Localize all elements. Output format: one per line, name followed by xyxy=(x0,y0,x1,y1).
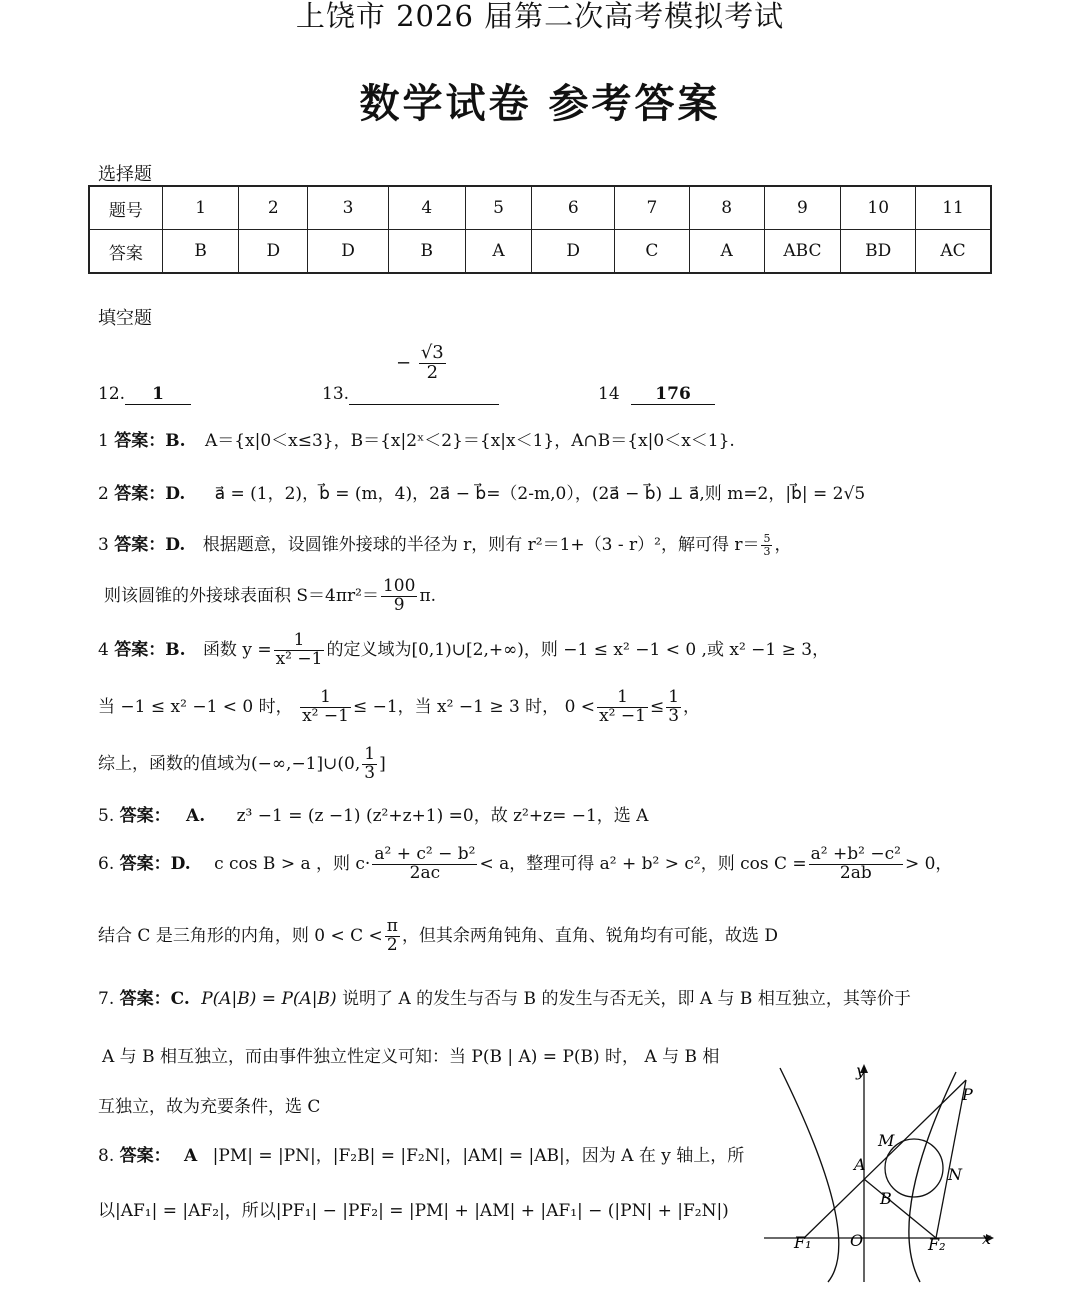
q13-label: 13. xyxy=(322,384,350,404)
frac-num: 100 xyxy=(382,576,416,596)
q14 xyxy=(598,384,715,405)
solution-text: |PM| = |PN|，|F₂B| = |F₂N|，|AM| = |AB|，因为 A 在 y 轴上，所 xyxy=(212,1146,745,1166)
document-title: 数学试卷 参考答案 xyxy=(359,81,721,127)
solution-text: c cos B > a ，则 c· xyxy=(214,853,371,874)
solution-4-line-3 xyxy=(98,746,386,783)
table-cell: 9 xyxy=(764,186,841,230)
label-o: O xyxy=(850,1231,864,1250)
table-cell: 1 xyxy=(162,186,239,230)
label-x: x xyxy=(982,1229,992,1248)
table-cell: A xyxy=(689,230,764,274)
solution-text: ≤ xyxy=(649,696,665,717)
solution-number: 1 xyxy=(98,431,109,451)
table-cell: 5 xyxy=(465,186,532,230)
table-header-cell: 题号 xyxy=(89,186,162,230)
frac-den: 3 xyxy=(668,705,680,726)
solution-8 xyxy=(98,1141,744,1166)
solution-text: ] xyxy=(379,753,386,774)
table-cell: 2 xyxy=(239,186,308,230)
q13 xyxy=(322,384,499,405)
solution-1 xyxy=(98,426,735,451)
frac-num: a² +b² −c² xyxy=(810,844,901,864)
answer-tag: 答案：B. xyxy=(114,431,186,451)
q12 xyxy=(98,384,191,405)
frac-den: 2 xyxy=(386,934,398,955)
solution-text: > 0， xyxy=(904,853,953,874)
solution-text: z³ −1 = (z −1) (z²+z+1) =0，故 z²+z= −1，选 A xyxy=(236,806,649,826)
frac-den: 2ac xyxy=(409,862,441,883)
solution-text: π. xyxy=(419,585,437,606)
q13-answer xyxy=(396,344,448,383)
q12-answer: 1 xyxy=(125,384,191,405)
answer-tag: 答案： xyxy=(119,806,171,826)
solution-text: 则该圆锥的外接球表面积 S＝4πr²＝ xyxy=(104,585,379,606)
solution-7-line-3: 互独立，故为充要条件，选 C xyxy=(98,1097,321,1117)
frac-num: 1 xyxy=(300,689,351,708)
label-a: A xyxy=(854,1155,866,1174)
label-n: N xyxy=(948,1165,962,1184)
solution-3-line-2 xyxy=(104,578,436,615)
table-row-answers xyxy=(89,230,991,274)
answer-tag: 答案：D. xyxy=(114,535,186,555)
frac-den: 3 xyxy=(763,545,771,558)
answer-tag: 答案：D. xyxy=(114,484,186,504)
answer-table xyxy=(88,185,992,274)
solution-text: ，但其余两角钝角、直角、锐角均有可能，故选 D xyxy=(401,925,778,946)
table-cell: 10 xyxy=(841,186,916,230)
solution-7 xyxy=(98,984,911,1009)
solution-text: 说明了 A 的发生与否与 B 的发生与否无关，即 A 与 B 相互独立，其等价于 xyxy=(342,989,911,1009)
label-f1: F₁ xyxy=(794,1233,812,1252)
table-cell: A xyxy=(465,230,532,274)
solution-number: 8. xyxy=(98,1146,115,1166)
table-cell: D xyxy=(239,230,308,274)
solution-6 xyxy=(98,846,952,883)
solution-number: 5. xyxy=(98,806,115,826)
solution-number: 3 xyxy=(98,535,109,555)
table-cell: D xyxy=(532,230,615,274)
table-cell: 4 xyxy=(388,186,465,230)
line-a-f2 xyxy=(864,1179,936,1238)
label-p: P xyxy=(962,1085,973,1104)
table-row-numbers xyxy=(89,186,991,230)
hyperbola-figure xyxy=(760,1058,1000,1286)
frac-num: a² + c² − b² xyxy=(374,844,476,864)
q14-answer: 176 xyxy=(631,384,715,405)
table-cell: 7 xyxy=(615,186,690,230)
frac-num: 1 xyxy=(668,687,680,707)
solution-number: 2 xyxy=(98,484,109,504)
table-cell: 3 xyxy=(308,186,389,230)
table-cell: D xyxy=(308,230,389,274)
answer-letter: A. xyxy=(186,806,206,826)
solution-6-line-2 xyxy=(98,918,778,955)
solution-text: 当 −1 ≤ x² −1 < 0 时， xyxy=(98,696,293,717)
answer-tag: 答案：B. xyxy=(114,639,186,660)
solution-text: 综上，函数的值域为(−∞,−1]∪(0, xyxy=(98,753,361,774)
solution-number: 7. xyxy=(98,989,115,1009)
solution-text: < a，整理可得 a² + b² > c²，则 cos C = xyxy=(479,853,807,874)
table-cell: ABC xyxy=(764,230,841,274)
table-cell: 6 xyxy=(532,186,615,230)
mc-section-label: 选择题 xyxy=(98,164,152,185)
answer-letter: A xyxy=(184,1146,198,1166)
solution-text: ， xyxy=(683,696,701,717)
frac-num: 1 xyxy=(597,689,648,708)
solution-3: 3 答案：D. 根据题意，设圆锥外接球的半径为 r，则有 r²＝1+（3 - r）²，解可得 r＝ $\frac{5}{3}$ ， xyxy=(98,532,792,558)
answer-tag: 答案：D. xyxy=(119,853,191,874)
table-cell: B xyxy=(388,230,465,274)
solution-2 xyxy=(98,479,865,504)
solution-number: 4 xyxy=(98,639,109,660)
table-header-cell: 答案 xyxy=(89,230,162,274)
label-f2: F₂ xyxy=(928,1235,946,1254)
solution-7-line-2: A 与 B 相互独立，而由事件独立性定义可知：当 P(B | A) = P(B) 时， A 与 B 相 xyxy=(102,1047,720,1067)
frac-den: x² −1 xyxy=(302,705,349,726)
solution-text: a⃗ = (1，2)，b⃗ = (m，4)，2a⃗ − b⃗=（2-m,0），(2a⃗ − b⃗) ⊥ a⃗,则 m=2，|b⃗| = 2√5 xyxy=(214,484,866,504)
solution-text: 根据题意，设圆锥外接球的半径为 r，则有 r²＝1+（3 - r）²，解可得 r＝ xyxy=(202,535,760,555)
label-m: M xyxy=(878,1131,895,1150)
solution-text: 的定义域为[0,1)∪[2,+∞)，则 −1 ≤ x² −1 < 0 ,或 x² −1 ≥ 3， xyxy=(326,639,830,660)
solution-8-line-2: 以|AF₁| = |AF₂|，所以|PF₁| − |PF₂| = |PM| + |AM| + |AF₁| − (|PN| + |F₂N|) xyxy=(98,1201,729,1221)
answer-tag: 答案：C. xyxy=(119,989,190,1009)
frac-den: 3 xyxy=(364,762,376,783)
table-cell: 8 xyxy=(689,186,764,230)
q13-den: 2 xyxy=(426,361,439,383)
q13-num: √3 xyxy=(420,342,444,363)
frac-den: x² −1 xyxy=(599,705,646,726)
frac-num: 1 xyxy=(274,632,325,651)
frac-den: 9 xyxy=(393,594,405,615)
frac-num: π xyxy=(386,916,398,936)
table-cell: BD xyxy=(841,230,916,274)
solution-text: 函数 y = xyxy=(202,639,272,660)
frac-num: 1 xyxy=(364,744,376,764)
label-b: B xyxy=(880,1189,892,1208)
solution-number: 6. xyxy=(98,853,115,874)
solution-5 xyxy=(98,801,648,826)
frac-den: 2ab xyxy=(839,862,872,883)
table-cell: C xyxy=(615,230,690,274)
solution-4-line-2 xyxy=(98,689,700,726)
solution-formula: P(A|B) = P(A|B) xyxy=(201,989,337,1009)
label-y: y xyxy=(856,1061,866,1080)
solution-text: ≤ −1，当 x² −1 ≥ 3 时， 0 < xyxy=(352,696,596,717)
exam-title: 上饶市 2026 届第二次高考模拟考试 xyxy=(295,0,785,33)
table-cell: AC xyxy=(916,230,991,274)
answer-tag: 答案： xyxy=(119,1146,171,1166)
q13-sign: − xyxy=(396,352,412,374)
frac-num: 5 xyxy=(763,532,771,546)
fill-section-label: 填空题 xyxy=(98,308,152,329)
table-cell: 11 xyxy=(916,186,991,230)
q14-label: 14 xyxy=(598,384,620,404)
q12-label: 12. xyxy=(98,384,126,404)
solution-text: A＝{x|0＜x≤3}，B＝{x|2ˣ＜2}＝{x|x＜1}，A∩B＝{x|0＜x＜1}. xyxy=(204,431,735,451)
solution-text: 结合 C 是三角形的内角，则 0 < C < xyxy=(98,925,383,946)
solution-4 xyxy=(98,632,829,669)
frac-den: x² −1 xyxy=(275,648,323,669)
table-cell: B xyxy=(162,230,239,274)
